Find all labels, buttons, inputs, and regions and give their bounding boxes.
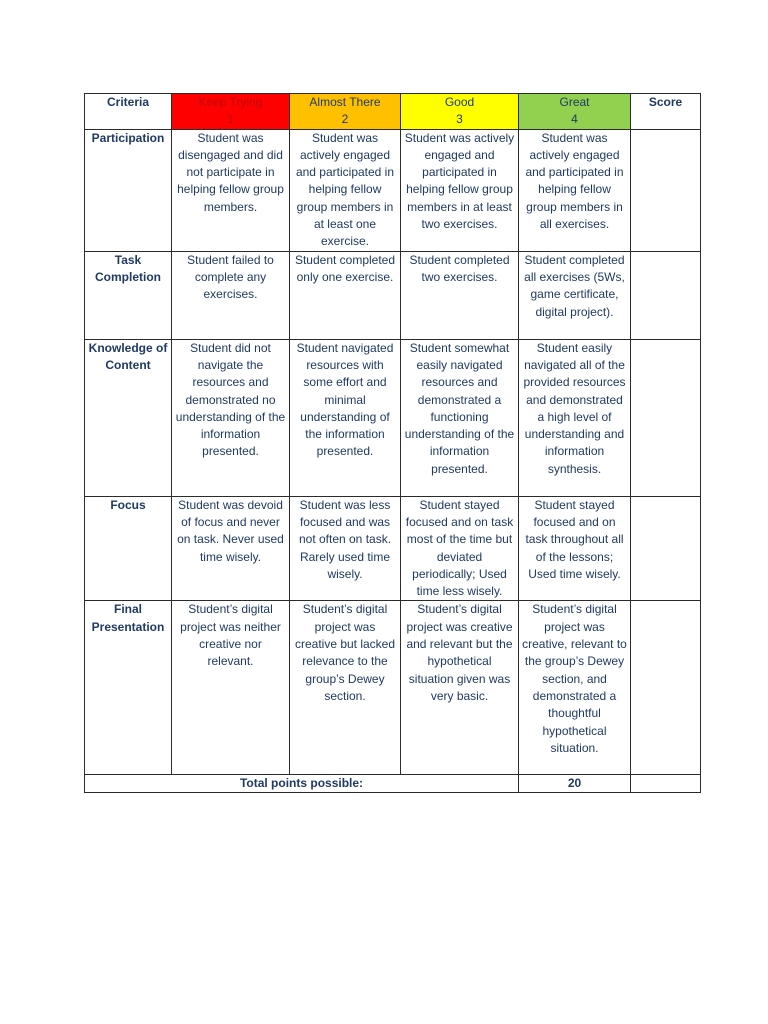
descriptor-cell: Student stayed focused and on task throughout all of the lessons; Used time wisely. [519, 496, 631, 601]
level-points: 3 [456, 112, 463, 127]
rubric-table [84, 93, 701, 793]
level-header-almost-there [290, 94, 401, 130]
descriptor-cell: Student was devoid of focus and never on task. Never used time wisely. [172, 496, 290, 601]
level-header-keep-trying [172, 94, 290, 130]
level-name: Great [559, 95, 590, 109]
descriptor-cell: Student’s digital project was creative but lacked relevance to the group’s Dewey section. [290, 601, 401, 775]
descriptor-cell: Student’s digital project was neither creative nor relevant. [172, 601, 290, 775]
total-score-cell [631, 775, 701, 793]
descriptor-cell: Student was disengaged and did not participate in helping fellow group members. [172, 129, 290, 251]
descriptor-cell: Student completed two exercises. [401, 251, 519, 339]
level-points: 4 [571, 112, 578, 127]
rubric-row-task-completion [85, 251, 701, 339]
descriptor-cell: Student failed to complete any exercises. [172, 251, 290, 339]
descriptor-cell: Student did not navigate the resources and demonstrated no understanding of the information presented. [172, 339, 290, 496]
descriptor-cell: Student was actively engaged and participated in helping fellow group members in all exercises. [519, 129, 631, 251]
criterion-cell: Task Completion [85, 251, 172, 339]
score-cell [631, 251, 701, 339]
level-name: Almost There [309, 95, 381, 109]
rubric-row-knowledge-of-content [85, 339, 701, 496]
descriptor-cell: Student completed only one exercise. [290, 251, 401, 339]
descriptor-cell: Student somewhat easily navigated resources and demonstrated a functioning understanding of the information presented. [401, 339, 519, 496]
level-header-great [519, 94, 631, 130]
level-header-good [401, 94, 519, 130]
criterion-cell: Focus [85, 496, 172, 601]
score-cell [631, 339, 701, 496]
descriptor-cell: Student navigated resources with some effort and minimal understanding of the information presented. [290, 339, 401, 496]
descriptor-cell: Student was actively engaged and participated in helping fellow group members in at least two exercises. [401, 129, 519, 251]
total-row [85, 775, 701, 793]
criterion-cell: Participation [85, 129, 172, 251]
descriptor-cell: Student’s digital project was creative and relevant but the hypothetical situation given was very basic. [401, 601, 519, 775]
descriptor-cell: Student completed all exercises (5Ws, game certificate, digital project). [519, 251, 631, 339]
level-points: 1 [227, 112, 234, 127]
score-cell [631, 601, 701, 775]
level-points: 2 [341, 112, 349, 127]
total-value: 20 [519, 775, 631, 793]
criterion-cell: Final Presentation [85, 601, 172, 775]
criterion-cell: Knowledge of Content [85, 339, 172, 496]
rubric-row-final-presentation [85, 601, 701, 775]
descriptor-cell: Student stayed focused and on task most of the time but deviated periodically; Used time less wisely. [401, 496, 519, 601]
rubric-row-focus [85, 496, 701, 601]
level-name: Good [444, 95, 475, 109]
level-name: Keep Trying [198, 95, 263, 109]
total-label: Total points possible: [85, 775, 519, 793]
score-cell [631, 496, 701, 601]
score-cell [631, 129, 701, 251]
header-row [85, 94, 701, 130]
descriptor-cell: Student was actively engaged and participated in helping fellow group members in at least one exercise. [290, 129, 401, 251]
criteria-header: Criteria [85, 94, 172, 130]
descriptor-cell: Student easily navigated all of the provided resources and demonstrated a high level of understanding and information synthesis. [519, 339, 631, 496]
score-header: Score [631, 94, 701, 130]
descriptor-cell: Student’s digital project was creative, relevant to the group’s Dewey section, and demonstrated a thoughtful hypothetical situation. [519, 601, 631, 775]
rubric-row-participation [85, 129, 701, 251]
descriptor-cell: Student was less focused and was not often on task. Rarely used time wisely. [290, 496, 401, 601]
